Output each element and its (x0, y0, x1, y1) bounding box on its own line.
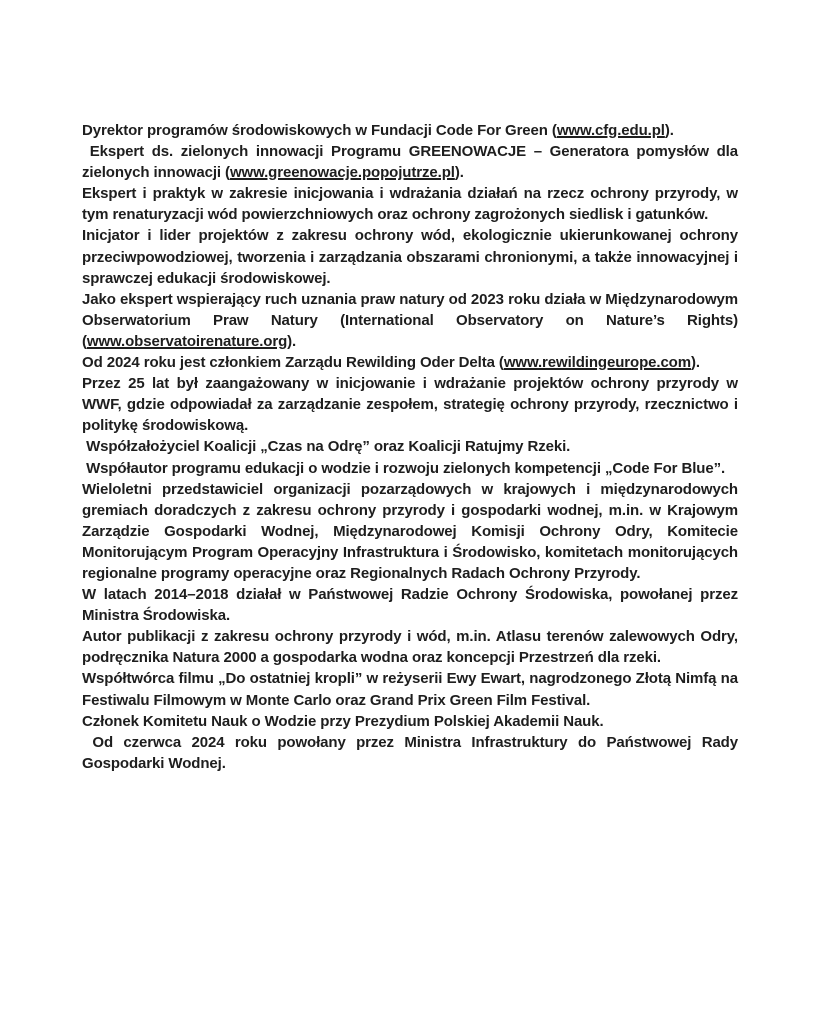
bio-paragraph-text: Współautor programu edukacji o wodzie i rozwoju zielonych kompetencji „Code For Blue”. (82, 459, 726, 477)
link-url[interactable]: www.observatoirenature.org (86, 332, 288, 350)
bio-paragraph-text: ). (454, 164, 464, 182)
bio-paragraph (82, 436, 738, 457)
bio-paragraph-text: ). (690, 354, 700, 372)
bio-paragraph-text: Dyrektor programów środowiskowych w Fundacji Code For Green ( (82, 122, 557, 139)
bio-paragraph-text: ). (287, 332, 297, 350)
bio-paragraph-text: Od czerwca 2024 roku powołany przez Ministra Infrastruktury do Państwowej Rady Gospodarki Wodnej. (82, 733, 738, 772)
bio-paragraph (82, 373, 738, 436)
bio-paragraph-text: ). (664, 122, 674, 139)
bio-paragraph-text: Inicjator i lider projektów z zakresu ochrony wód, ekologicznie ukierunkowanej ochrony przeciwpowodziowej, tworzenia i zarządzania obszarami chronionymi, a także innowacyjnej i sprawczej edukacji środowiskowej. (82, 227, 738, 287)
bio-paragraph (82, 225, 738, 288)
bio-paragraph (82, 711, 738, 732)
bio-paragraph (82, 626, 738, 668)
bio-paragraph (82, 352, 738, 373)
bio-paragraph (82, 479, 738, 584)
bio-paragraph (82, 732, 738, 774)
bio-paragraph-text: Przez 25 lat był zaangażowany w inicjowanie i wdrażanie projektów ochrony przyrody w WWF, gdzie odpowiadał za zarządzanie zespołem, strategię ochrony przyrody, rzecznictwo i politykę środowiskową. (82, 375, 738, 435)
bio-text (82, 120, 738, 774)
bio-paragraph-text: Współzałożyciel Koalicji „Czas na Odrę” oraz Koalicji Ratujmy Rzeki. (82, 438, 571, 456)
bio-paragraph-text: Członek Komitetu Nauk o Wodzie przy Prezydium Polskiej Akademii Nauk. (82, 712, 604, 730)
bio-paragraph-text: Autor publikacji z zakresu ochrony przyrody i wód, m.in. Atlasu terenów zalewowych Odry, podręcznika Natura 2000 a gospodarka wodna oraz koncepcji Przestrzeń dla rzeki. (82, 628, 738, 667)
link-url[interactable]: www.rewildingeurope.com (503, 354, 691, 372)
bio-paragraph (82, 289, 738, 352)
bio-paragraph-text: Jako ekspert wspierający ruch uznania praw natury od 2023 roku działa w Międzynarodowym Obserwatorium Praw Natury (International Observatory on Nature’s Rights) ( (82, 290, 738, 350)
bio-paragraph (82, 141, 738, 183)
link-url[interactable]: www.greenowacje.popojutrze.pl (229, 164, 455, 182)
bio-paragraph-text: Wieloletni przedstawiciel organizacji pozarządowych w krajowych i międzynarodowych gremiach doradczych z zakresu ochrony przyrody i gospodarki wodnej, m.in. w Krajowym Zarządzie Gospodarki Wodnej, Międzynarodowej Komisji Ochrony Odry, Komitecie Monitorującym Program Operacyjny Infrastruktura i Środowisko, komitetach monitorujących regionalne programy operacyjne oraz Regionalnych Radach Ochrony Przyrody. (82, 480, 738, 582)
bio-paragraph (82, 120, 738, 141)
bio-paragraph-text: Ekspert i praktyk w zakresie inicjowania i wdrażania działań na rzecz ochrony przyrody, w tym renaturyzacji wód powierzchniowych oraz ochrony zagrożonych siedlisk i gatunków. (82, 185, 738, 224)
bio-paragraph-text: Od 2024 roku jest członkiem Zarządu Rewilding Oder Delta ( (82, 354, 504, 372)
bio-paragraph-text: W latach 2014–2018 działał w Państwowej Radzie Ochrony Środowiska, powołanej przez Ministra Środowiska. (82, 586, 738, 625)
bio-paragraph (82, 458, 738, 479)
bio-paragraph (82, 668, 738, 710)
bio-paragraph-text: Współtwórca filmu „Do ostatniej kropli” w reżyserii Ewy Ewart, nagrodzonego Złotą Nimfą na Festiwalu Filmowym w Monte Carlo oraz Grand Prix Green Film Festival. (82, 670, 738, 709)
bio-paragraph-text: Ekspert ds. zielonych innowacji Programu GREENOWACJE – Generatora pomysłów dla zielonych innowacji ( (82, 143, 738, 182)
bio-paragraph (82, 584, 738, 626)
link-url[interactable]: www.cfg.edu.pl (556, 122, 665, 139)
bio-paragraph (82, 183, 738, 225)
